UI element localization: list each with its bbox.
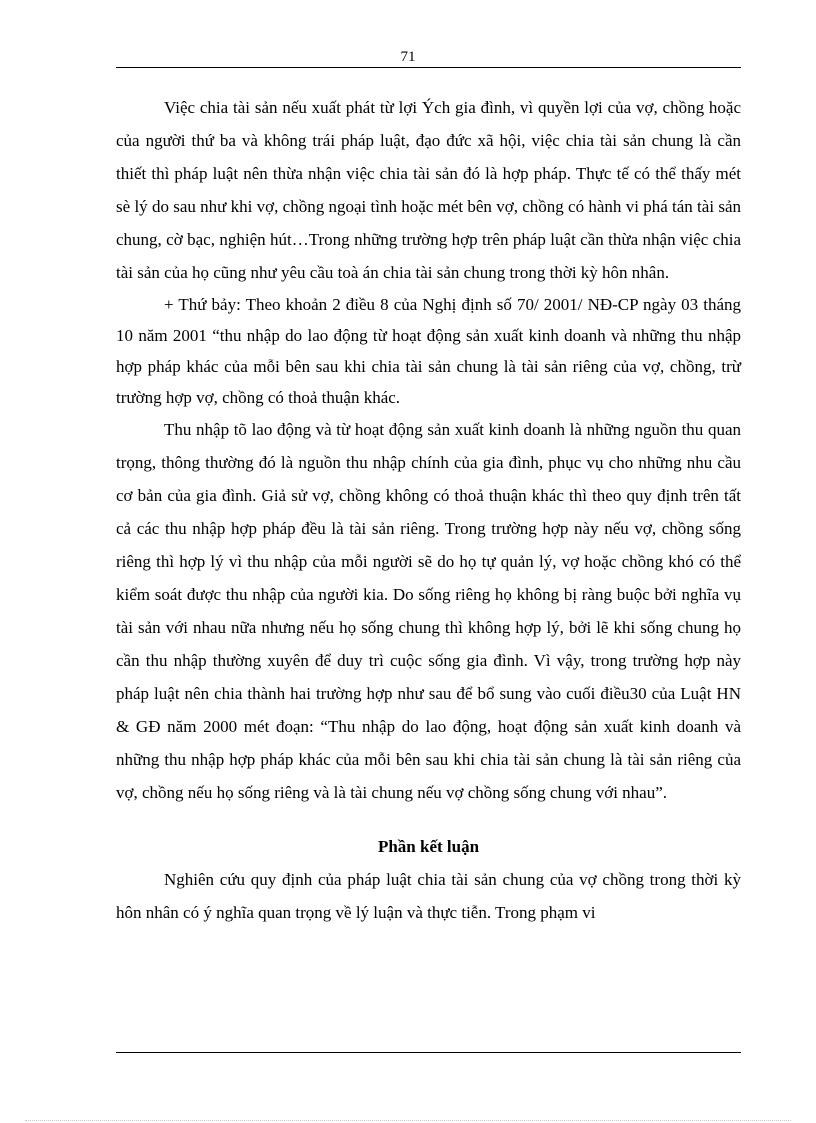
- footer-divider: [116, 1052, 741, 1053]
- conclusion-paragraph: Nghiên cứu quy định của pháp luật chia tài sản chung của vợ chồng trong thời kỳ hôn nhân có ý nghĩa quan trọng về lý luận và thực tiễn. Trong phạm vi: [116, 870, 741, 922]
- body-paragraph-2: + Thứ bảy: Theo khoản 2 điều 8 của Nghị định số 70/ 2001/ NĐ-CP ngày 03 tháng 10 năm 2001 “thu nhập do lao động từ hoạt động sản xuất kinh doanh và những thu nhập hợp pháp khác của mỗi bên sau khi chia tài sản chung là tài sản riêng của vợ, chồng, trừ trường hợp vợ, chồng có thoả thuận khác.: [116, 295, 741, 407]
- header-divider: [116, 67, 741, 68]
- body-paragraph-1: Việc chia tài sản nếu xuất phát từ lợi Ých gia đình, vì quyền lợi của vợ, chồng hoặc của người thứ ba và không trái pháp luật, đạo đức xã hội, việc chia tài sản chung là cần thiết thì pháp luật nên thừa nhận việc chia tài sản đó là hợp pháp. Thực tế có thể thấy mét sè lý do sau như khi vợ, chồng ngoại tình hoặc mét bên vợ, chồng có hành vi phá tán tài sản chung, cờ bạc, nghiện hút…Trong những trường hợp trên pháp luật cần thừa nhận việc chia tài sản của họ cũng như yêu cầu toà án chia tài sản chung trong thời kỳ hôn nhân.: [116, 98, 741, 282]
- section-heading: Phần kết luận: [377, 837, 480, 856]
- document-body: [116, 91, 741, 929]
- page-number: 71: [400, 49, 416, 65]
- body-paragraph-3: Thu nhập tõ lao động và từ hoạt động sản xuất kinh doanh là những nguồn thu quan trọng, thông thường đó là nguồn thu nhập chính của gia đình, phục vụ cho những nhu cầu cơ bản của gia đình. Giả sử vợ, chồng không có thoả thuận khác thì theo quy định trên tất cả các thu nhập hợp pháp đều là tài sản riêng. Trong trường hợp này nếu vợ, chồng sống riêng thì hợp lý vì thu nhập của mỗi người sẽ do họ tự quản lý, vợ hoặc chồng khó có thể kiểm soát được thu nhập của người kia. Do sống riêng họ không bị ràng buộc bởi nghĩa vụ tài sản với nhau nữa nhưng nếu họ sống chung thì không hợp lý, bởi lẽ khi sống chung họ cần thu nhập thường xuyên để duy trì cuộc sống gia đình. Vì vậy, trong trường hợp này pháp luật nên chia thành hai trường hợp như sau để bổ sung vào cuối điều30 của Luật HN & GĐ năm 2000 mét đoạn: “Thu nhập do lao động, hoạt động sản xuất kinh doanh và những thu nhập hợp pháp khác của mỗi bên sau khi chia tài sản chung là tài sản riêng của vợ, chồng nếu họ sống riêng và là tài chung nếu vợ chồng sống chung với nhau”.: [116, 420, 741, 802]
- page-edge-divider: [25, 1120, 791, 1121]
